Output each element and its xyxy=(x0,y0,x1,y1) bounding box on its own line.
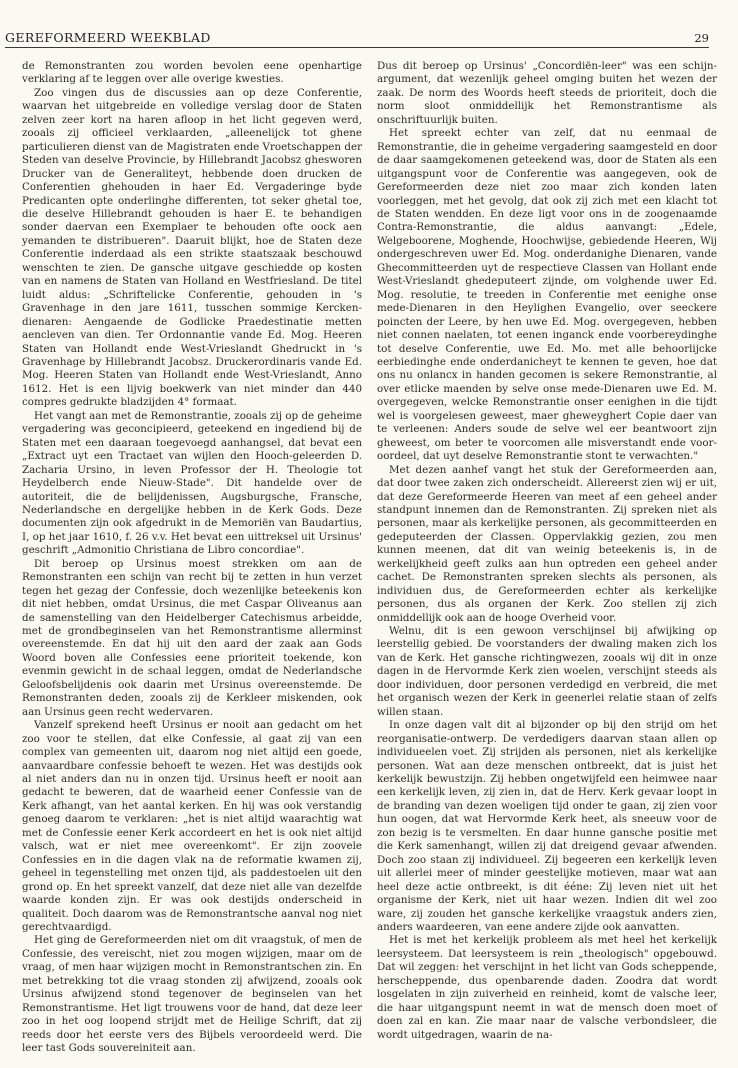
paragraph: In onze dagen valt dit al bijzonder op bij den strijd om het reorganisatie-ontwerp. De verdedigers daarvan staan allen op individueelen voet. Zij strijden als personen, niet als kerkelijke personen. Wat aan deze menschen ontbreekt, dat is juist het kerkelijk bewustzijn. Zij hebben ongetwijfeld een heimwee naar een kerkelijk leven, zij zien in, dat de Herv. Kerk gevaar loopt in de branding van dezen woeligen tijd onder te gaan, zij zien voor hun oogen, dat wat Hervormde Kerk heet, als sneeuw voor de zon bezig is te versmelten. En daar hunne gansche positie met die Kerk samenhangt, willen zij dat dreigend gevaar afwenden. Doch zoo staan zij individueel. Zij begeeren een kerkelijk leven uit allerlei meer of minder geestelijke motieven, maar wat aan heel deze actie ontbreekt, is dit ééne: Zij leven niet uit het organisme der Kerk, niet uit haar wezen. Indien dit wel zoo ware, zij zouden het gansche kerkelijke vraagstuk anders zien, anders waardeeren, van eene andere zijde ook aanvatten. xyxy=(377,719,717,933)
right-column xyxy=(377,60,717,1056)
paragraph: de Remonstranten zou worden bevolen eene openhartige verklaring af te leggen over alle overige kwesties. xyxy=(22,60,362,86)
text-columns xyxy=(22,60,717,1056)
journal-title: GEREFORMEERD WEEKBLAD xyxy=(5,30,211,45)
paragraph: Zoo vingen dus de discussies aan op deze Conferentie, waarvan het uitgebreide en volledige verslag door de Staten zelven zeer kort na haren afloop in het licht gegeven werd, zooals zij officieel verklaarden, „alleenelijck tot ghene particulieren dienst van de Magistraten ende Vroetschappen der Steden van deselve Provincie, by Hillebrandt Jacobsz ghesworen Drucker van de Generaliteyt, hebbende doen drucken de Conferentien ghehouden in haer Ed. Vergaderinge byde Predicanten opte onderlinghe differenten, tot seker ghetal toe, die deselve Hillebrandt gehouden is haer E. te behandigen sonder daervan een Exemplaer te behouden ofte oock aen yemanden te distribueren". Daaruit blijkt, hoe de Staten deze Conferentie inderdaad als een strikte staatszaak beschouwd wenschten te zien. De gansche uitgave geschiedde op kosten van en namens de Staten van Holland en Westfriesland. De titel luidt aldus: „Schriftelicke Conferentie, gehouden in 's Gravenhage in den jare 1611, tusschen sommige Kercken-dienaren: Aengaende de Godlicke Praedestinatie metten aencleven van dien. Ter Ordonnantie vande Ed. Mog. Heeren Staten van Hollandt ende West-Vrieslandt Ghedruckt in 's Gravenhage by Hillebrandt Jacobsz. Druckerordinaris vande Ed. Mog. Heeren Staten van Hollandt ende West-Vrieslandt, Anno 1612. Het is een lijvig boekwerk van niet minder dan 440 compres gedrukte bladzijden 4° formaat. xyxy=(22,86,362,409)
paragraph: Vanzelf sprekend heeft Ursinus er nooit aan gedacht om het zoo voor te stellen, dat elke Confessie, al gaat zij van een complex van gemeenten uit, daarom nog niet altijd een goede, aanvaardbare confessie behoeft te wezen. Het was destijds ook al niet anders dan nu in onzen tijd. Ursinus heeft er nooit aan gedacht te beweren, dat de waarheid eener Confessie van de Kerk afhangt, van het aantal kerken. En hij was ook verstandig genoeg daarom te verklaren: „het is niet altijd waarachtig wat met de Confessie eener Kerk accordeert en het is ook niet altijd valsch, wat er niet mee overeenkomt". Er zijn zoovele Confessies en in die dagen vlak na de reformatie kwamen zij, geheel in tegenstelling met onzen tijd, als paddestoelen uit den grond op. En het spreekt vanzelf, dat deze niet alle van dezelfde waarde konden zijn. Er was ook destijds onderscheid in qualiteit. Doch daarom was de Remonstrantsche aanval nog niet gerechtvaardigd. xyxy=(22,719,362,933)
page-number: 29 xyxy=(694,31,709,45)
paragraph: Het spreekt echter van zelf, dat nu eenmaal de Remonstrantie, die in geheime vergadering saamgesteld en door de daar saamgekomenen geteekend was, door de Staten als een uitgangspunt voor de Conferentie was aangegeven, ook de Gereformeerden deze niet zoo maar zich konden laten voorleggen, met het gevolg, dat ook zij zich met een klacht tot de Staten wendden. En deze ligt voor ons in de zoogenaamde Contra-Remonstrantie, die aldus aanvangt: „Edele, Welgeboorene, Moghende, Hoochwijse, gebiedende Heeren, Wij ondergeschreven uwer Ed. Mog. onderdanighe Dienaren, vande Ghecommitteerden uyt de respectieve Classen van Hollant ende West-Vrieslandt ghedeputeert zijnde, om volghende uwer Ed. Mog. resolutie, te treeden in Conferentie met eenighe onse mede-Dienaren in den Heylighen Evangelio, over seeckere poincten der Leere, by hen uwe Ed. Mog. overgegeven, hebben niet connen naelaten, tot eenen inganck ende voorbereydinghe tot deselve Conferentie, uwe Ed. Mo. met alle behoorlijcke eerbiedinghe ende onderdanicheyt te kennen te geven, hoe dat ons nu onlancx in handen gecomen is sekere Remonstrantie, al over etlicke maenden by selve onse mede-Dienaren uwe Ed. M. overgegeven, welcke Remonstrantie onser eenighen in die tijdt wel is voorgelesen geweest, maer gheweyghert Copie daer van te verleenen: Anders soude de selve wel eer beantwoort zijn gheweest, om beter te voorcomen alle misverstandt ende voor-oordeel, dat uyt deselve Remonstrantie stont te verwachten." xyxy=(377,127,717,463)
paragraph: Dus dit beroep op Ursinus' „Concordiën-leer" was een schijn-argument, dat wezenlijk geheel omging buiten het wezen der zaak. De norm des Woords heeft steeds de prioriteit, doch die norm sloot onmiddellijk het Remonstrantisme als onschriftuurlijk buiten. xyxy=(377,60,717,126)
running-header xyxy=(5,30,709,48)
paragraph: Het ging de Gereformeerden niet om dit vraagstuk, of men de Confessie, des vereischt, niet zou mogen wijzigen, maar om de vraag, of men haar wijzigen mocht in Remonstrantschen zin. En met betrekking tot die vraag stonden zij afwijzend, zooals ook Ursinus afwijzend stond tegenover de beginselen van het Remonstrantisme. Het ligt trouwens voor de hand, dat deze leer zoo in het oog loopend strijdt met de Heilige Schrift, dat zij reeds door het eerste vers des Bijbels veroordeeld werd. Die leer tast Gods souvereiniteit aan. xyxy=(22,934,362,1055)
left-column xyxy=(22,60,362,1056)
paragraph: Met dezen aanhef vangt het stuk der Gereformeerden aan, dat door twee zaken zich onderscheidt. Allereerst zien wij er uit, dat deze Gereformeerde Heeren van meet af een geheel ander standpunt innemen dan de Remonstranten. Zij spreken niet als personen, maar als kerkelijke personen, als gecommitteerden en gedeputeerden der Classen. Oppervlakkig gezien, zou men kunnen meenen, dat dit van weinig beteekenis is, in de werkelijkheid geeft zulks aan hun optreden een geheel ander cachet. De Remonstranten spreken slechts als personen, als individuen dus, de Gereformeerden echter als kerkelijke personen, dus als organen der Kerk. Zoo stellen zij zich onmiddellijk ook aan de hooge Overheid voor. xyxy=(377,463,717,624)
paragraph: Het is met het kerkelijk probleem als met heel het kerkelijk leersysteem. Dat leersysteem is rein „theologisch" opgebouwd. Dat wil zeggen: het verschijnt in het licht van Gods scheppende, herscheppende, dus openbarende daden. Zoodra dat wordt losgelaten in zijn zuiverheid en reinheid, komt de valsche leer, die haar uitgangspunt neemt in wat de mensch doen moet of doen zal en kan. Zie maar naar de valsche verbondsleer, die wordt uitgedragen, waarin de na- xyxy=(377,934,717,1041)
paragraph: Het vangt aan met de Remonstrantie, zooals zij op de geheime vergadering was geconcipieerd, geteekend en ingediend bij de Staten met een daaraan toegevoegd aanhangsel, dat bevat een „Extract uyt een Tractaet van wijlen den Hooch-geleerden D. Zacharia Ursino, in leven Professor der H. Theologie tot Heydelberch ende Nieuw-Stade". Dit handelde over de autoriteit, die de belijdenissen, Augsburgsche, Fransche, Nederlandsche en dergelijke hebben in de Kerk Gods. Deze documenten zijn ook afgedrukt in de Memoriën van Baudartius, I, op het jaar 1610, f. 26 v.v. Het bevat een uittreksel uit Ursinus' geschrift „Admonitio Christiana de Libro concordiae". xyxy=(22,409,362,557)
paragraph: Dit beroep op Ursinus moest strekken om aan de Remonstranten een schijn van recht bij te zetten in hun verzet tegen het gezag der Confessie, doch wezenlijke beteekenis kon dit niet hebben, omdat Ursinus, die met Caspar Oliveanus aan de samenstelling van den Heidelberger Catechismus arbeidde, met de grondbeginselen van het Remonstrantisme allerminst overeenstemde. En dat hij uit den aard der zaak aan Gods Woord boven alle Confessies eene prioriteit toekende, kon evenmin gewicht in de schaal leggen, omdat de Nederlandsche Geloofsbelijdenis ook daarin met Ursinus overeenstemde. De Remonstranten deden, zooals zij de Kerkleer miskenden, ook aan Ursinus geen recht wedervaren. xyxy=(22,557,362,718)
paragraph: Welnu, dit is een gewoon verschijnsel bij afwijking op leerstellig gebied. De voorstanders der dwaling maken zich los van de Kerk. Het gansche richtingwezen, zooals wij dit in onze dagen in de Hervormde Kerk zien woelen, verschijnt steeds als door individuen, door personen verdedigd en verbreid, die met het organisch wezen der Kerk in geenerlei relatie staan of zelfs willen staan. xyxy=(377,625,717,718)
